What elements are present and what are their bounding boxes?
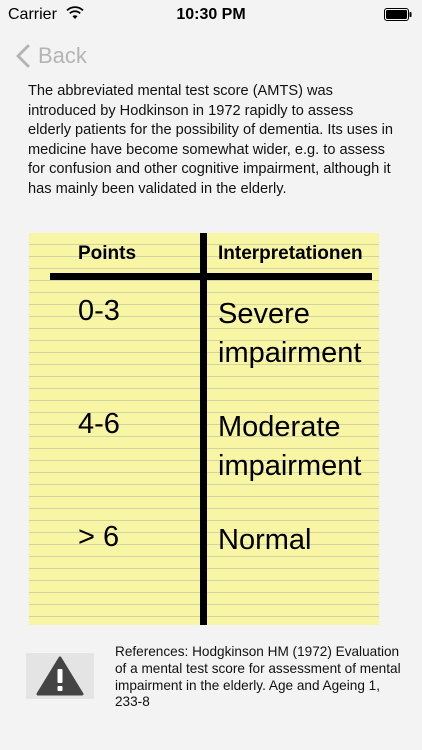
warning-icon-box [26, 653, 94, 699]
back-button[interactable] [16, 40, 87, 72]
chevron-left-icon [16, 44, 30, 68]
table-vertical-divider [200, 233, 207, 625]
interpretation-cell: Severe impairment [218, 298, 362, 369]
header-points: Points [78, 243, 137, 264]
points-cell: 0-3 [78, 295, 120, 327]
warning-icon [35, 655, 85, 697]
back-label: Back [38, 43, 87, 68]
points-cell: 4-6 [78, 408, 120, 440]
table-header-divider [50, 273, 372, 280]
reference-text: References: Hodgkinson HM (1972) Evaluation of a mental test score for assessment of mental impairment in the elderly. Age and Ageing 1, 233-8 [115, 644, 401, 710]
score-table-image [29, 233, 379, 625]
header-interpretation: Interpretationen [218, 243, 363, 264]
status-bar [0, 0, 422, 30]
intro-paragraph: The abbreviated mental test score (AMTS) was introduced by Hodkinson in 1972 rapidly to assess elderly patients for the possibility of dementia. Its uses in medicine have become somewhat wider, e.g. to assess for confusion and other cognitive impairment, although it has mainly been validated in the elderly. [28, 83, 394, 197]
clock: 10:30 PM [176, 6, 246, 23]
battery-icon [384, 8, 412, 21]
carrier-label: Carrier [8, 6, 57, 23]
points-cell: > 6 [78, 521, 120, 553]
interpretation-cell: Moderate impairment [218, 411, 362, 482]
interpretation-cell: Normal [218, 524, 312, 556]
